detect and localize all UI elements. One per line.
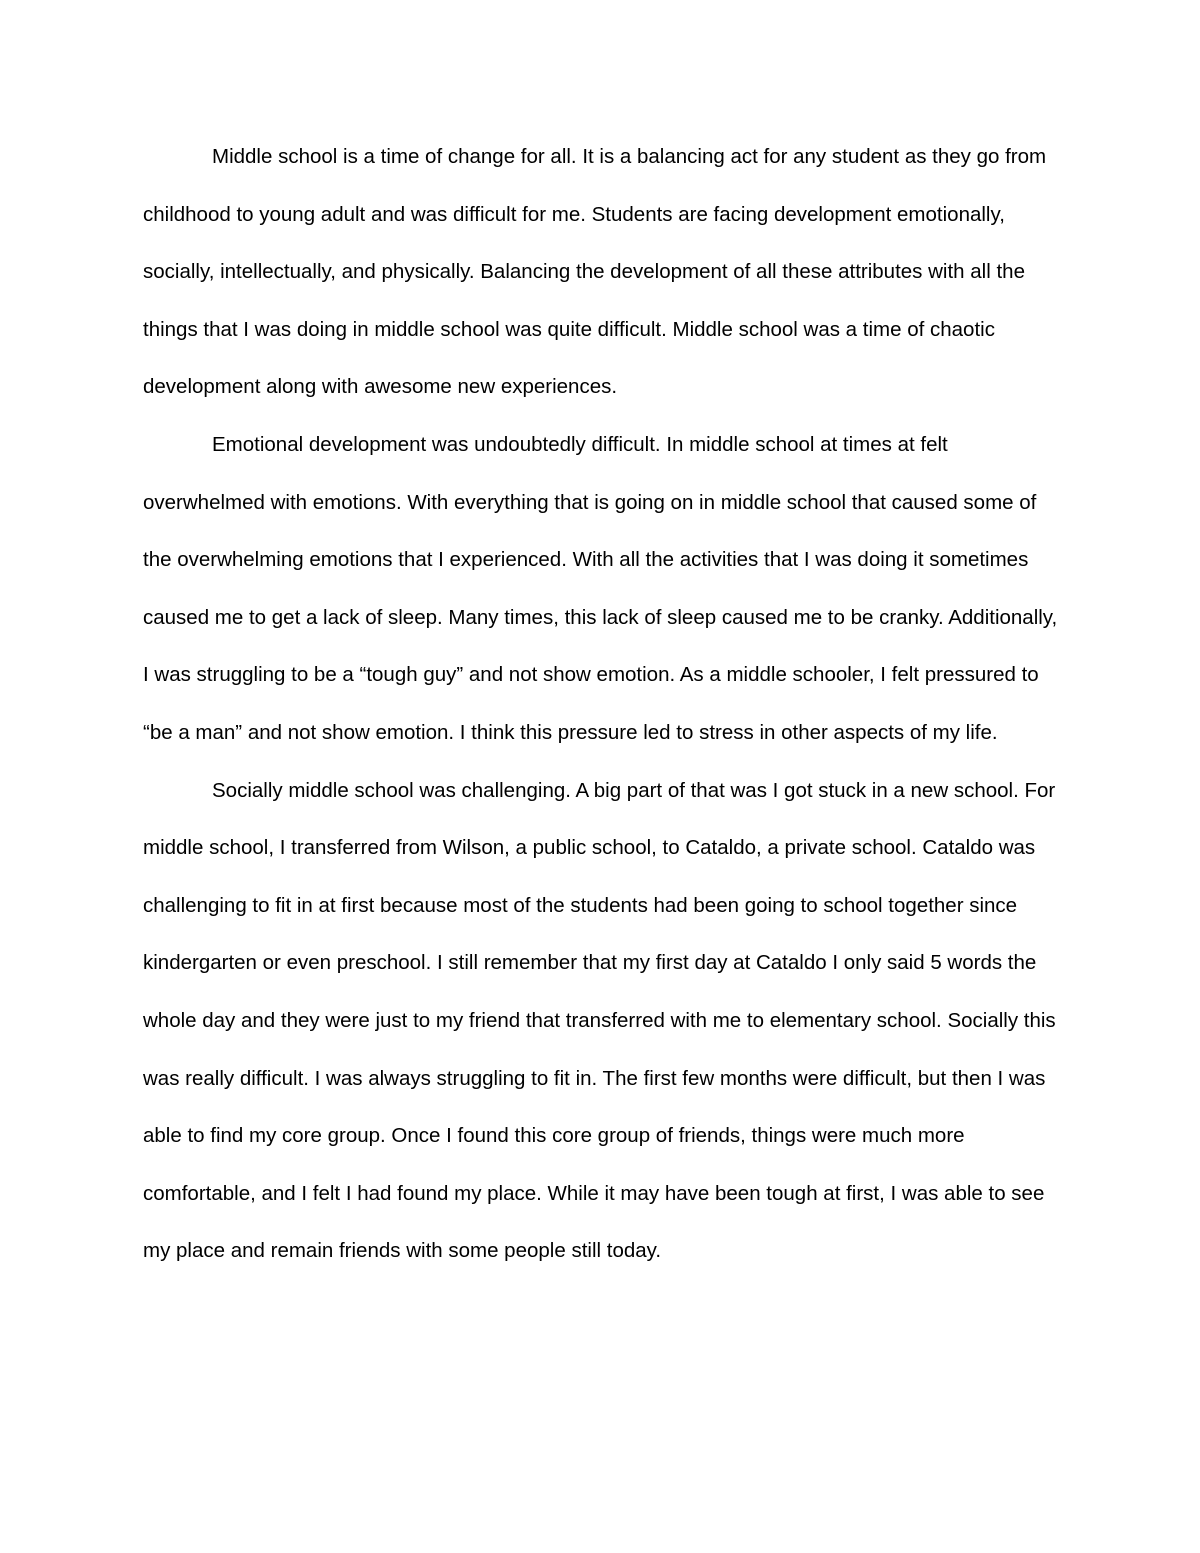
paragraph-emotional-development: Emotional development was undoubtedly difficult. In middle school at times at felt overwhelmed with emotions. With everything that is going on in middle school that caused some of the overwhelming emotions that I experienced. With all the activities that I was doing it sometimes caused me to get a lack of sleep. Many times, this lack of sleep caused me to be cranky. Additionally, I was struggling to be a “tough guy” and not show emotion. As a middle schooler, I felt pressured to “be a man” and not show emotion. I think this pressure led to stress in other aspects of my life. [143, 432, 1058, 744]
paragraph-social-development: Socially middle school was challenging. A big part of that was I got stuck in a new school. For middle school, I transferred from Wilson, a public school, to Cataldo, a private school. Cataldo was challenging to fit in at first because most of the students had been going to school together since kindergarten or even preschool. I still remember that my first day at Cataldo I only said 5 words the whole day and they were just to my friend that transferred with me to elementary school. Socially this was really difficult. I was always struggling to fit in. The first few months were difficult, but then I was able to find my core group. Once I found this core group of friends, things were much more comfortable, and I felt I had found my place. While it may have been tough at first, I was able to see my place and remain friends with some people still today. [143, 778, 1056, 1263]
paragraph-intro: Middle school is a time of change for all. It is a balancing act for any student as they go from childhood to young adult and was difficult for me. Students are facing development emotionally, socially, intellectually, and physically. Balancing the development of all these attributes with all the things that I was doing in middle school was quite difficult. Middle school was a time of chaotic development along with awesome new experiences. [143, 145, 1047, 399]
essay-body [143, 128, 1059, 1280]
